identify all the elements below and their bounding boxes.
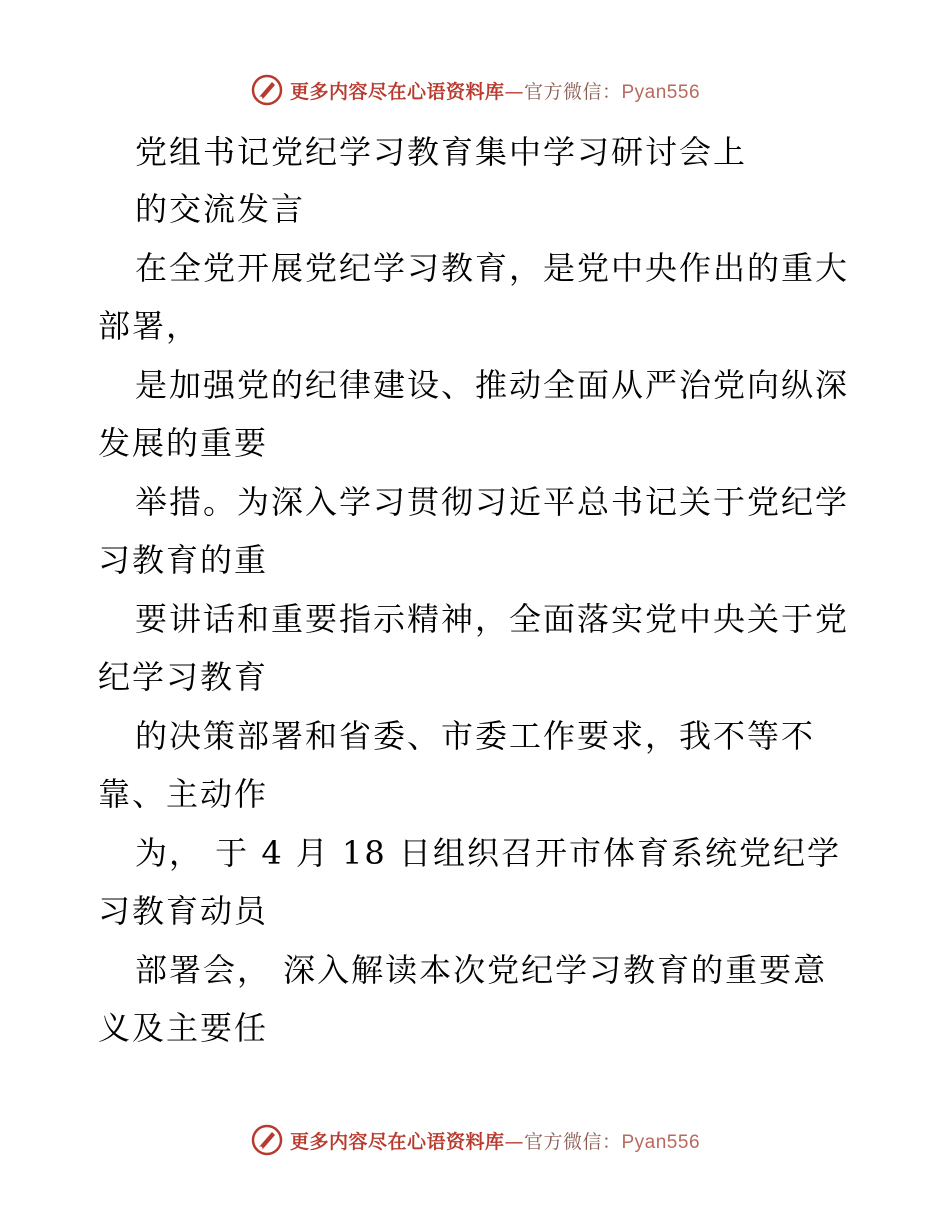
watermark-wechat-id: Pyan556 [621,81,701,103]
paragraph-line: 习教育动员 [98,892,269,930]
watermark-banner-top [0,70,950,110]
watermark-text [290,77,700,104]
paragraph-line: 举措。为深入学习贯彻习近平总书记关于党纪学 [135,483,850,521]
title-line-1: 党组书记党纪学习教育集中学习研讨会上 [135,133,748,171]
paragraph-line: 义及主要任 [98,1009,269,1047]
watermark-dash: — [504,1130,524,1153]
paragraph-line: 发展的重要 [98,424,269,462]
watermark-wechat-id: Pyan556 [621,1131,701,1153]
paragraph-line: 习教育的重 [98,541,269,579]
paragraph-line: 要讲话和重要指示精神，全面落实党中央关于党 [135,600,850,638]
paragraph-line: 纪学习教育 [98,658,269,696]
watermark-text [290,1127,700,1154]
paragraph-line: 是加强党的纪律建设、推动全面从严治党向纵深 [135,366,850,404]
pen-logo-icon [250,73,284,107]
paragraph-line: 部署会， 深入解读本次党纪学习教育的重要意 [135,951,828,989]
paragraph-line: 在全党开展党纪学习教育，是党中央作出的重大 [135,249,850,287]
watermark-brand: 更多内容尽在心语资料库 [289,80,505,103]
watermark-brand: 更多内容尽在心语资料库 [289,1130,505,1153]
pen-logo-icon [250,1123,284,1157]
watermark-official-label: 官方微信： [523,80,622,103]
paragraph-line: 靠、主动作 [98,775,269,813]
paragraph-line: 的决策部署和省委、市委工作要求，我不等不 [135,717,816,755]
paragraph-line: 为， 于 4 月 18 日组织召开市体育系统党纪学 [135,834,841,872]
watermark-banner-bottom [0,1120,950,1160]
watermark-official-label: 官方微信： [523,1130,622,1153]
watermark-dash: — [504,80,524,103]
title-line-2: 的交流发言 [135,190,306,228]
paragraph-line: 部署， [98,307,201,345]
